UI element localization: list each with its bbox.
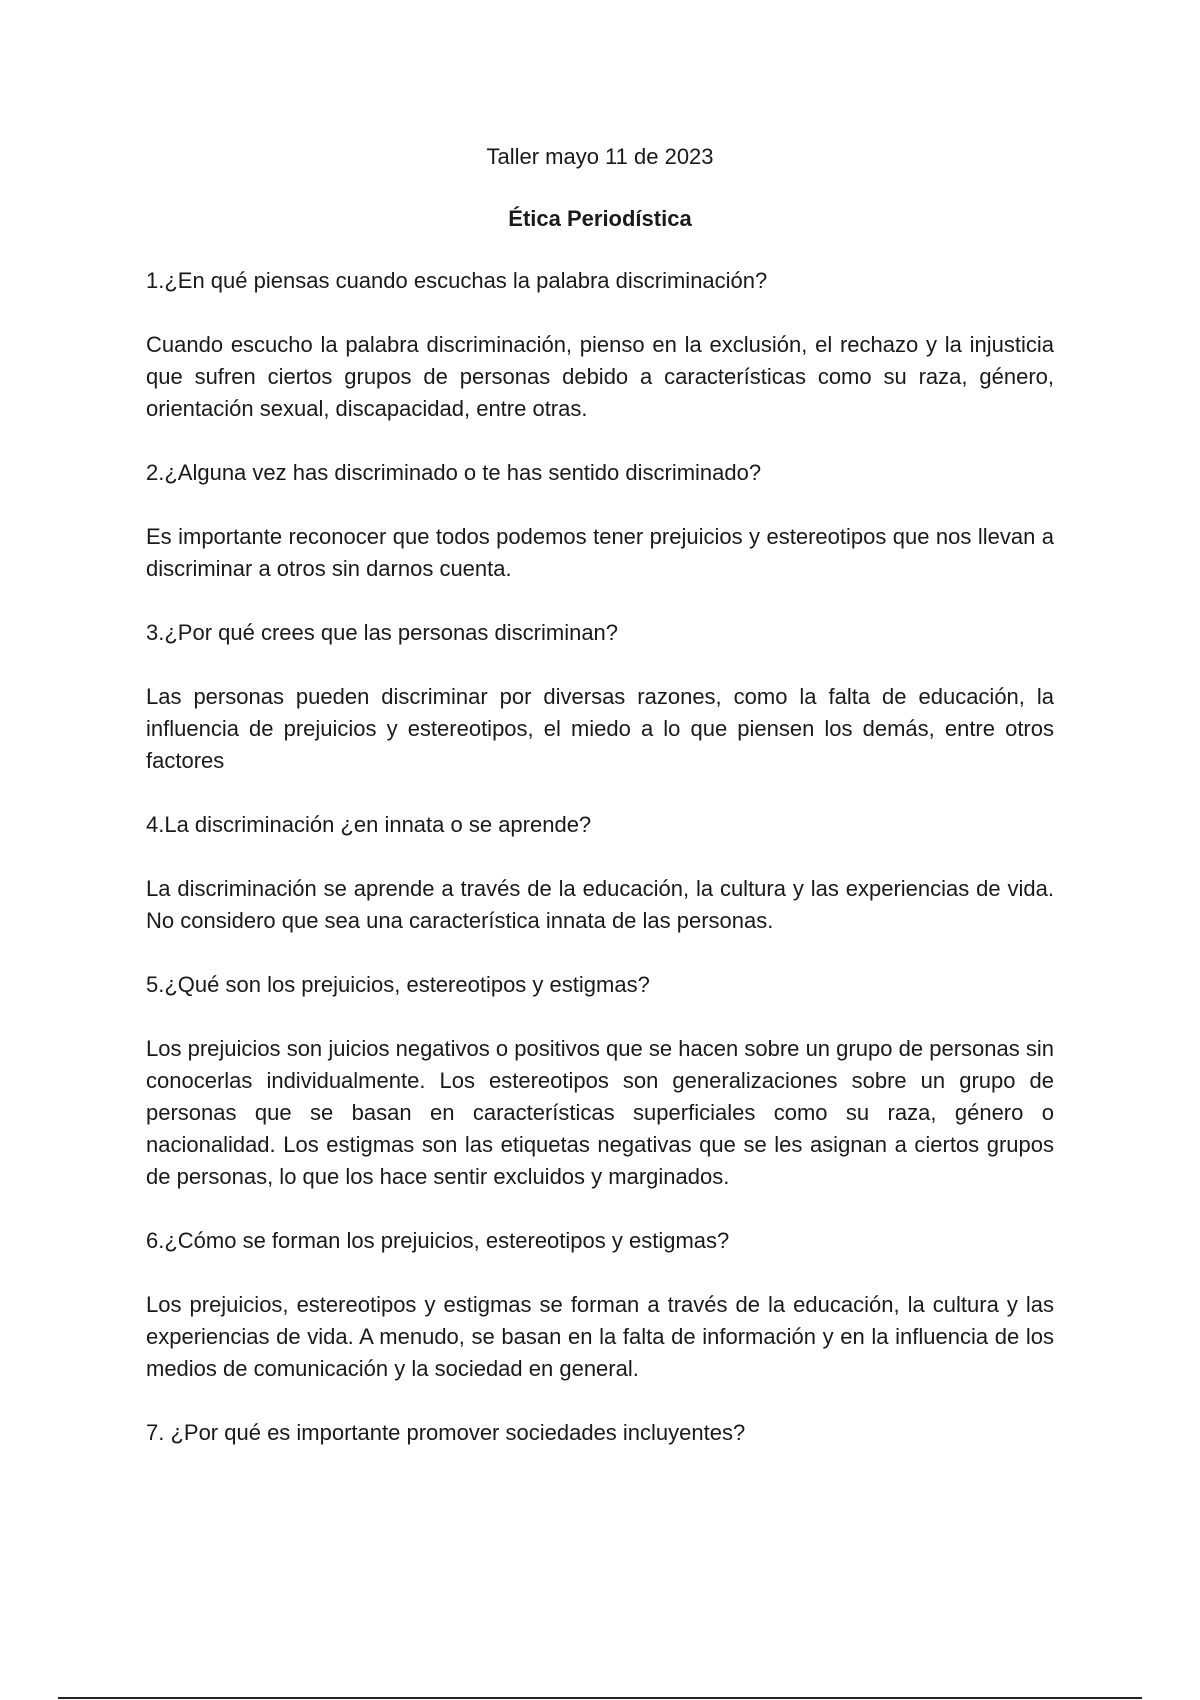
- qa-item-7: [146, 1417, 1054, 1449]
- answer-4: La discriminación se aprende a través de la educación, la cultura y las experiencias de vida. No considero que sea una característica innata de las personas.: [146, 876, 1054, 933]
- question-7: 7. ¿Por qué es importante promover sociedades incluyentes?: [146, 1420, 746, 1445]
- qa-item-2: [146, 457, 1054, 585]
- document-title: Ética Periodística: [508, 206, 692, 231]
- question-2: 2.¿Alguna vez has discriminado o te has sentido discriminado?: [146, 460, 762, 485]
- document-page: [146, 141, 1054, 1481]
- question-3: 3.¿Por qué crees que las personas discriminan?: [146, 620, 619, 645]
- answer-1: Cuando escucho la palabra discriminación, pienso en la exclusión, el rechazo y la injusticia que sufren ciertos grupos de personas debido a características como su raza, género, orientación sexual, discapacidad, entre otras.: [146, 332, 1054, 421]
- question-1: 1.¿En qué piensas cuando escuchas la palabra discriminación?: [146, 268, 768, 293]
- answer-6: Los prejuicios, estereotipos y estigmas se forman a través de la educación, la cultura y las experiencias de vida. A menudo, se basan en la falta de información y en la influencia de los medios de comunicación y la sociedad en general.: [146, 1292, 1054, 1381]
- qa-item-4: [146, 809, 1054, 937]
- qa-item-5: [146, 969, 1054, 1193]
- question-6: 6.¿Cómo se forman los prejuicios, estereotipos y estigmas?: [146, 1228, 730, 1253]
- answer-5: Los prejuicios son juicios negativos o positivos que se hacen sobre un grupo de personas sin conocerlas individualmente. Los estereotipos son generalizaciones sobre un grupo de personas que se basan en características superficiales como su raza, género o nacionalidad. Los estigmas son las etiquetas negativas que se les asignan a ciertos grupos de personas, lo que los hace sentir excluidos y marginados.: [146, 1036, 1054, 1189]
- qa-item-3: [146, 617, 1054, 777]
- page-bottom-divider: [58, 1697, 1142, 1699]
- answer-3: Las personas pueden discriminar por diversas razones, como la falta de educación, la influencia de prejuicios y estereotipos, el miedo a lo que piensen los demás, entre otros factores: [146, 684, 1054, 773]
- question-5: 5.¿Qué son los prejuicios, estereotipos y estigmas?: [146, 972, 650, 997]
- qa-item-1: [146, 265, 1054, 425]
- answer-2: Es importante reconocer que todos podemos tener prejuicios y estereotipos que nos llevan a discriminar a otros sin darnos cuenta.: [146, 524, 1054, 581]
- question-4: 4.La discriminación ¿en innata o se aprende?: [146, 812, 592, 837]
- qa-item-6: [146, 1225, 1054, 1385]
- document-date: Taller mayo 11 de 2023: [486, 144, 714, 169]
